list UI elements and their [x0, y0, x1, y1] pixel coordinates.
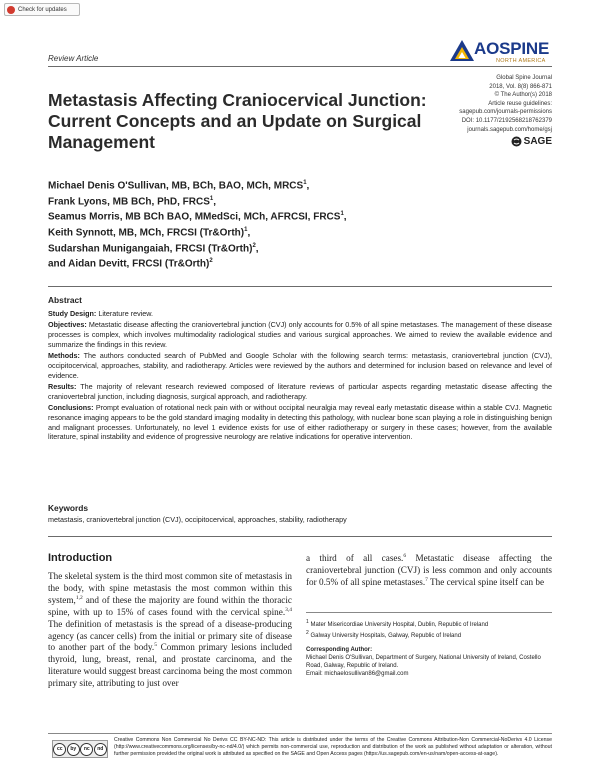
cc-nd-icon: nd — [94, 743, 107, 756]
aospine-logo-text: AOSPINE — [474, 39, 550, 58]
citation[interactable]: 6 — [403, 552, 407, 559]
aospine-logo-subtext: NORTH AMERICA — [496, 58, 546, 64]
aospine-logo-icon — [449, 39, 475, 65]
cc-license-badge[interactable] — [52, 740, 108, 758]
journal-info-line: 2018, Vol. 8(8) 866-871 — [489, 83, 552, 90]
author: Seamus Morris, MB BCh BAO, MMedSci, MCh, AFRCSI, FRCS$^1$, — [48, 211, 347, 223]
section-heading-introduction: Introduction — [48, 552, 113, 564]
citation[interactable]: 1,2 — [75, 594, 83, 601]
sage-logo-text: SAGE — [523, 136, 552, 147]
author: and Aidan Devitt, FRCSI (Tr&Orth)$^2$ — [48, 258, 213, 270]
citation[interactable]: 5 — [154, 642, 157, 649]
abstract-conclusions: Conclusions: Prompt evaluation of rotational neck pain with or without occipital neuralgia may reveal early metastatic disease within a stable CVJ. Magnetic resonance imaging appears to be the gold standard imaging modality in detecting this pathology, with nuclear bone scan playing a role in distinguishing benign and malignant processes. Unfortunately, no level 1 evidence exists for use of either radiotherapy or surgery in these cases; however, from the available literature, spinal instability and evidence of progressive neurology are relative indications for operative intervention. — [48, 402, 552, 442]
keywords-heading: Keywords — [48, 503, 89, 513]
journal-info-line: Global Spine Journal — [496, 75, 552, 81]
sage-logo-icon — [511, 136, 522, 147]
citation[interactable]: 7 — [425, 576, 428, 583]
journal-info-link[interactable]: journals.sagepub.com/home/gsj — [467, 126, 552, 133]
abstract-methods: Methods: The authors conducted search of PubMed and Google Scholar with the following search terms: metastasis, craniovertebral junction (CVJ), occipitocervical, approaches, stability, and radiotherapy. Articles were reviewed by the authors and determined for inclusion based on relevance and level of evidence. — [48, 350, 552, 380]
abstract-objectives: Objectives: Metastatic disease affecting the craniovertebral junction (CVJ) only accounts for 0.5% of all spine metastases. The management of these disease processes is complex, which involves multimodality radiological studies and various surgical approaches. We aimed to review the available evidence and summarize the findings in this review. — [48, 320, 552, 349]
journal-info-link[interactable]: sagepub.com/journals-permissions — [459, 109, 552, 116]
cc-nc-icon: nc — [80, 743, 93, 756]
journal-info-line: © The Author(s) 2018 — [494, 92, 552, 99]
keywords-text: metastasis, craniovertebral junction (CVJ), occipitocervical, approaches, stability, radiotherapy — [48, 515, 347, 524]
body-column-left — [48, 571, 292, 690]
body-divider — [48, 536, 552, 537]
author: Michael Denis O'Sullivan, MB, BCh, BAO, MCh, MRCS$^1$, — [48, 180, 310, 192]
abstract-results: Results: The majority of relevant research reviewed composed of literature reviews of particular aspects regarding metastatic disease affecting the craniovertebral junction, including diagnosis, surgical approach, and radiotherapy. — [48, 381, 552, 401]
journal-info-doi[interactable]: DOI: 10.1177/2192568218762379 — [461, 117, 552, 124]
author: Sudarshan Munigangaiah, FRCSI (Tr&Orth)$^2$, — [48, 242, 259, 254]
abstract — [48, 296, 552, 444]
corresponding-address: Michael Denis O'Sullivan, Department of Surgery, National University of Ireland, Costello Road, Galway, Republic of Ireland. — [306, 655, 541, 669]
abstract-divider — [48, 286, 552, 287]
affiliation: $^2$ Galway University Hospitals, Galway, Republic of Ireland — [306, 630, 462, 639]
affiliation: $^1$ Mater Misericordiae University Hospital, Dublin, Republic of Ireland — [306, 619, 489, 628]
author: Frank Lyons, MB BCh, PhD, FRCS$^1$, — [48, 195, 216, 207]
paragraph: The skeletal system is the third most common site of metastasis in the body, with spine metastasis the most common within this system,$^{1,2}$ and of these the majority are found within the thoracic spine, with up to 15% of cases found with the cervical spine.$^{3,4}$ The definition of metastasis is the spread of a disease-producing agency (as cancer cells) from the initial or primary site of disease to another part of the body.$^5$ Common primary lesions included thyroid, lung, breast, renal, and prostate carcinoma, and the literature would suggest breast carcinoma being the most common primary site, attributing to just over — [48, 571, 292, 689]
corresponding-email[interactable]: Email: michaelosullivan86@gmail.com — [306, 671, 409, 677]
header-divider — [48, 66, 552, 67]
affiliations — [306, 618, 552, 640]
license-text: Creative Commons Non Commercial No Derivs CC BY-NC-ND: This article is distributed under the terms of the Creative Commons Attribution-Non Commercial-NoDerivs 4.0 License (http://www.creativecommons.org/licenses/by-nc-nd/4.0/) which permits non-commercial use, reproduction and distribution of the work as published without adaptation or alteration, without further permission provided the original work is attributed as specified on the SAGE and Open Access pages (https://us.sagepub.com/en-us/nam/open-access-at-sage). — [114, 737, 552, 758]
body-column-right — [306, 553, 552, 589]
paragraph: a third of all cases.$^6$ Metastatic disease affecting the craniovertebral junction (CVJ) is less common and only accounts for 0.5% of all spine metastases.$^7$ The cervical spine itself can be — [306, 552, 552, 587]
check-updates-label: Check for updates — [18, 6, 67, 13]
journal-info-line: Article reuse guidelines: — [488, 100, 552, 107]
cc-by-icon: by — [67, 743, 80, 756]
article-type: Review Article — [48, 54, 99, 63]
cc-icon: cc — [53, 743, 66, 756]
author-list — [48, 177, 468, 271]
check-updates-icon — [7, 6, 15, 14]
affiliations-divider — [306, 612, 552, 613]
footer-divider — [48, 733, 552, 734]
corresponding-heading: Corresponding Author: — [306, 647, 373, 653]
sage-logo — [511, 136, 552, 147]
abstract-study-design: Study Design: Literature review. — [48, 308, 154, 318]
corresponding-author — [306, 646, 552, 678]
abstract-heading: Abstract — [48, 295, 82, 305]
article-title: Metastasis Affecting Craniocervical Junction: Current Concepts and an Update on Surgical Management — [48, 90, 427, 152]
keywords — [48, 503, 552, 525]
check-updates-badge[interactable] — [4, 3, 80, 16]
citation[interactable]: 3,4 — [285, 606, 292, 613]
author: Keith Synnott, MB, MCh, FRCSI (Tr&Orth)$^1$, — [48, 226, 251, 239]
